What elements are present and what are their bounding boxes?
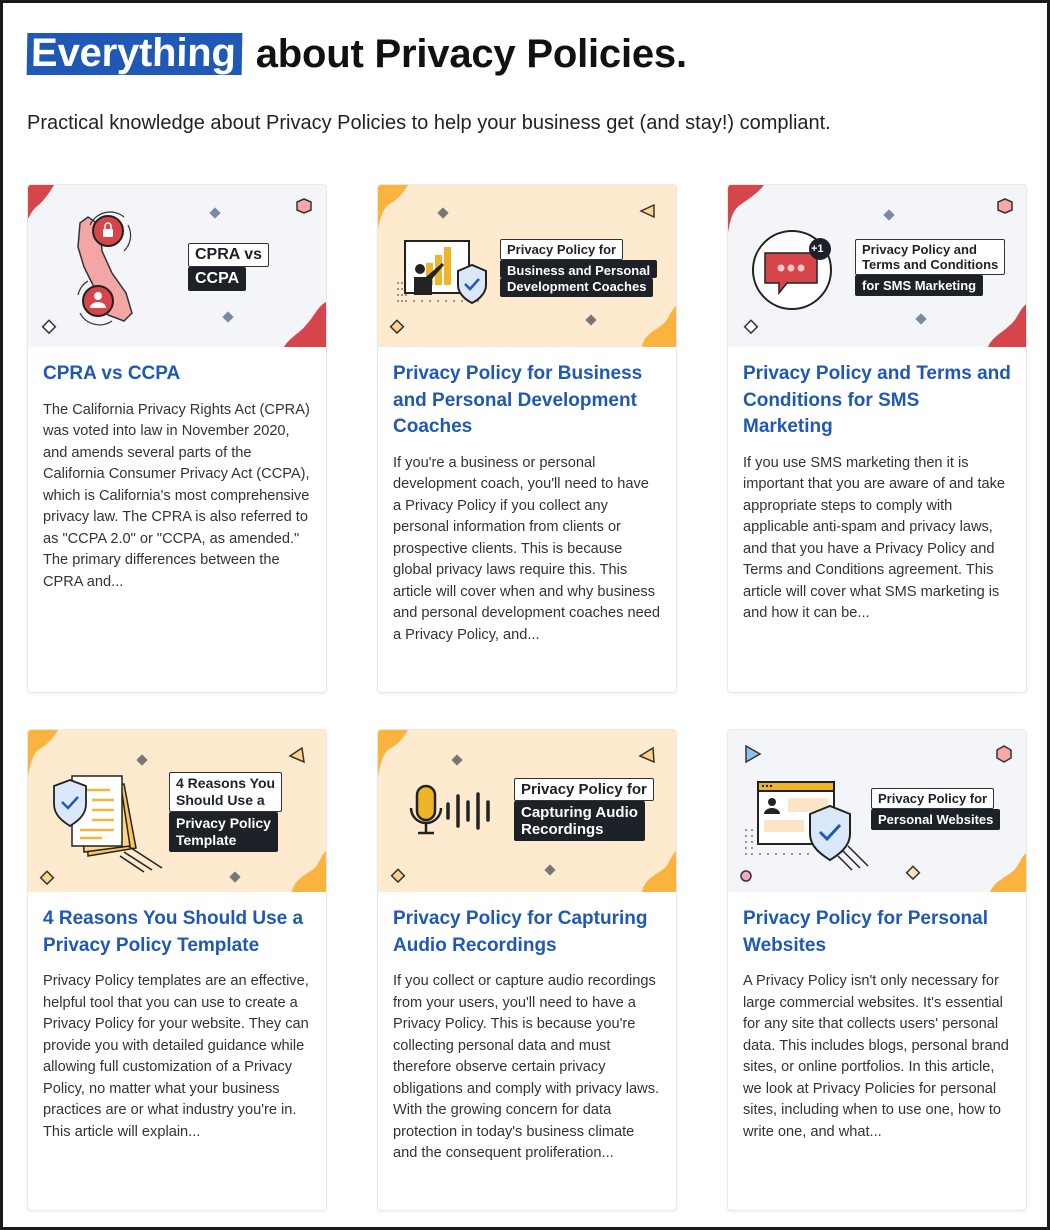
article-card[interactable] [727, 184, 1027, 693]
article-thumbnail[interactable] [378, 730, 676, 892]
card-body [28, 892, 326, 1163]
card-body [28, 347, 326, 613]
thumbnail-label: CPRA vs CCPA [188, 243, 269, 291]
card-body [728, 892, 1026, 1163]
notification-count: +1 [811, 243, 824, 255]
article-thumbnail[interactable] [378, 185, 676, 347]
thumbnail-label: Privacy Policy for Business and Personal Development Coaches [500, 239, 657, 297]
title-rest: about Privacy Policies. [255, 32, 687, 76]
article-card[interactable] [377, 184, 677, 693]
article-excerpt: The California Privacy Rights Act (CPRA) was voted into law in November 2020, and amends several parts of the California Consumer Privacy Act (CCPA), which is California's most comprehensive privacy law. The CPRA is also referred to as "CCPA 2.0" or "CCPA, as amended." The primary differences between the CPRA and... [43, 401, 310, 590]
article-thumbnail[interactable] [728, 730, 1026, 892]
card-body [728, 347, 1026, 645]
article-excerpt: If you're a business or personal development coach, you'll need to have a Privacy Policy if you collect any personal information from clients or prospective clients. This is because global privacy laws require this. This article will cover when and why business and personal development coaches need a Privacy Policy, and... [393, 454, 660, 643]
article-title-link[interactable]: Privacy Policy for Business and Personal Development Coaches [393, 363, 643, 437]
thumbnail-label: Privacy Policy for Personal Websites [871, 788, 1000, 830]
title-highlight: Everything [27, 33, 242, 75]
page-title [27, 29, 1027, 79]
card-body [378, 347, 676, 666]
article-card[interactable] [727, 729, 1027, 1211]
thumbnail-label: Privacy Policy and Terms and Conditions for SMS Marketing [855, 239, 1005, 296]
article-card[interactable] [27, 184, 327, 693]
article-excerpt: Privacy Policy templates are an effective, helpful tool that you can use to create a Privacy Policy for your website. They can provide you with detailed guidance while allowing full customization of a Privacy Policy, no matter what your business practices are or what industry you're in. This article will explain... [43, 973, 309, 1140]
article-card[interactable] [377, 729, 677, 1211]
article-excerpt: If you use SMS marketing then it is important that you are aware of and take appropriate steps to comply with applicable anti-spam and privacy laws, and that you have a Privacy Policy and Terms and Conditions agreement. This article will cover what SMS marketing is and how it can be... [743, 454, 1006, 621]
page-header [27, 29, 1027, 135]
article-thumbnail[interactable] [28, 185, 326, 347]
article-excerpt: A Privacy Policy isn't only necessary for large commercial websites. It's essential for any site that collects users' personal data. This includes blogs, personal brand sites, or online portfolios. In this article, we look at Privacy Policies for personal sites, including when to use one, how to write one, and what... [743, 973, 1009, 1140]
article-card[interactable] [27, 729, 327, 1211]
page-subtitle: Practical knowledge about Privacy Policies to help your business get (and stay!) compliant. [27, 112, 831, 134]
article-thumbnail[interactable] [728, 185, 1026, 347]
article-title-link[interactable]: Privacy Policy and Terms and Conditions for SMS Marketing [743, 363, 1011, 437]
card-body [378, 892, 676, 1185]
article-excerpt: If you collect or capture audio recordings from your users, you'll need to have a Privacy Policy. This is because you're collecting personal data and must therefore observe certain privacy obligations and comply with privacy laws. With the growing concern for data protection in today's business climate and the consequent proliferation... [393, 973, 660, 1161]
thumbnail-label: 4 Reasons You Should Use a Privacy Policy Template [169, 772, 282, 852]
thumbnail-label: Privacy Policy for Capturing Audio Recordings [514, 778, 654, 841]
article-title-link[interactable]: Privacy Policy for Personal Websites [743, 908, 989, 956]
article-thumbnail[interactable] [28, 730, 326, 892]
article-title-link[interactable]: Privacy Policy for Capturing Audio Recordings [393, 908, 648, 956]
article-title-link[interactable]: 4 Reasons You Should Use a Privacy Policy Template [43, 908, 304, 956]
thumbnail-illustration [28, 185, 326, 347]
article-title-link[interactable]: CPRA vs CCPA [43, 363, 181, 384]
